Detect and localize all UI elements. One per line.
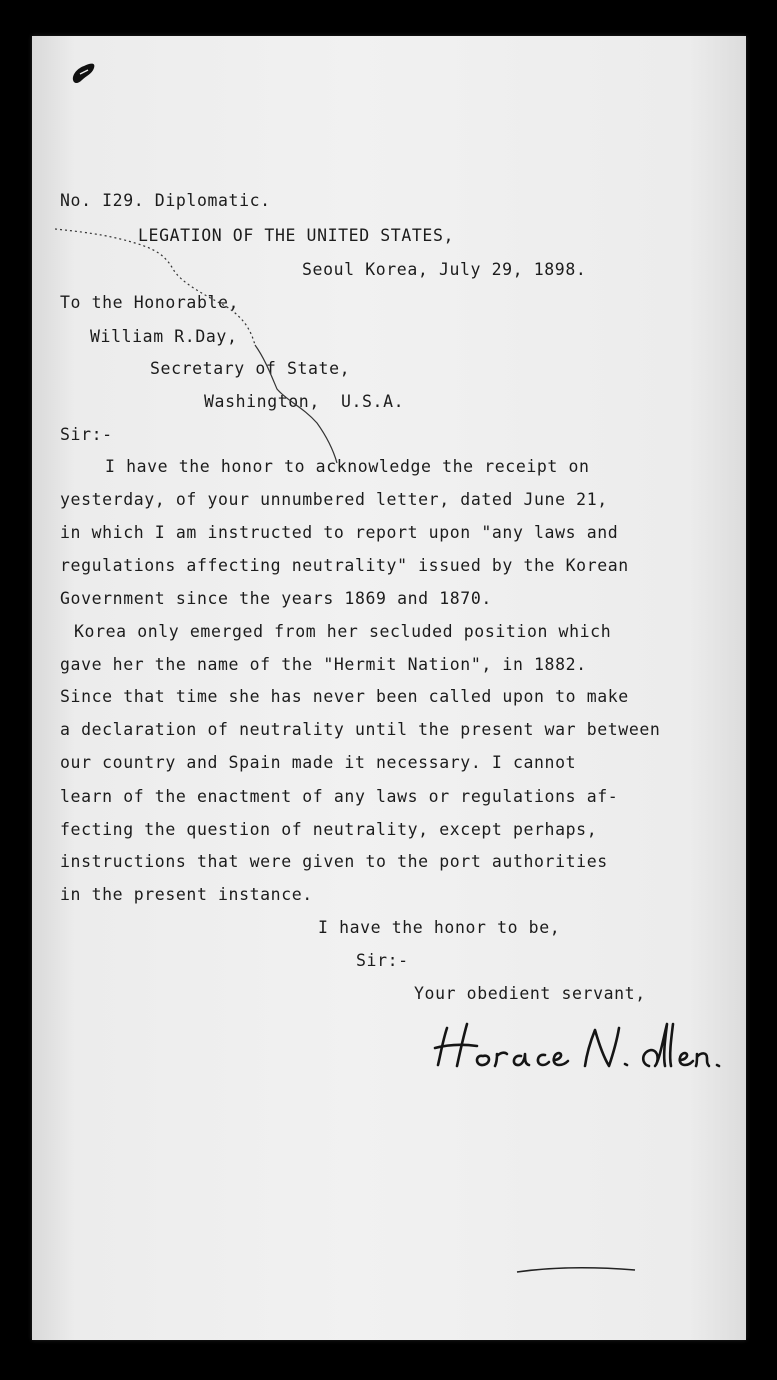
addressee-line: To the Honorable, <box>60 293 240 312</box>
body-line: a declaration of neutrality until the present war between <box>60 720 661 739</box>
body-line: fecting the question of neutrality, except perhaps, <box>60 820 598 839</box>
body-line: our country and Spain made it necessary. I cannot <box>60 753 577 772</box>
body-line: instructions that were given to the port authorities <box>60 852 608 871</box>
closing-line: I have the honor to be, <box>318 918 561 937</box>
handwritten-signature <box>405 1010 735 1080</box>
body-line: Korea only emerged from her secluded position which <box>74 622 612 641</box>
body-line: Government since the years 1869 and 1870. <box>60 589 492 608</box>
addressee-line: Washington, U.S.A. <box>204 392 405 411</box>
body-line: regulations affecting neutrality" issued by the Korean <box>60 556 629 575</box>
bottom-pencil-stroke <box>515 1262 640 1282</box>
dispatch-number: No. I29. Diplomatic. <box>60 191 271 210</box>
body-line: in the present instance. <box>60 885 313 904</box>
body-line: Since that time she has never been called upon to make <box>60 687 629 706</box>
closing-line: Your obedient servant, <box>414 984 646 1003</box>
body-line: yesterday, of your unnumbered letter, dated June 21, <box>60 490 608 509</box>
dotted-stray-line <box>55 225 345 465</box>
ink-blot <box>70 60 100 86</box>
body-line: I have the honor to acknowledge the receipt on <box>105 457 590 476</box>
addressee-line: William R.Day, <box>90 327 238 346</box>
place-date: Seoul Korea, July 29, 1898. <box>302 260 587 279</box>
body-line: in which I am instructed to report upon "any laws and <box>60 523 619 542</box>
letterhead: LEGATION OF THE UNITED STATES, <box>138 226 455 245</box>
addressee-line: Secretary of State, <box>150 359 351 378</box>
salutation: Sir:- <box>60 425 113 444</box>
closing-line: Sir:- <box>356 951 409 970</box>
body-line: gave her the name of the "Hermit Nation", in 1882. <box>60 655 587 674</box>
body-line: learn of the enactment of any laws or regulations af- <box>60 787 619 806</box>
